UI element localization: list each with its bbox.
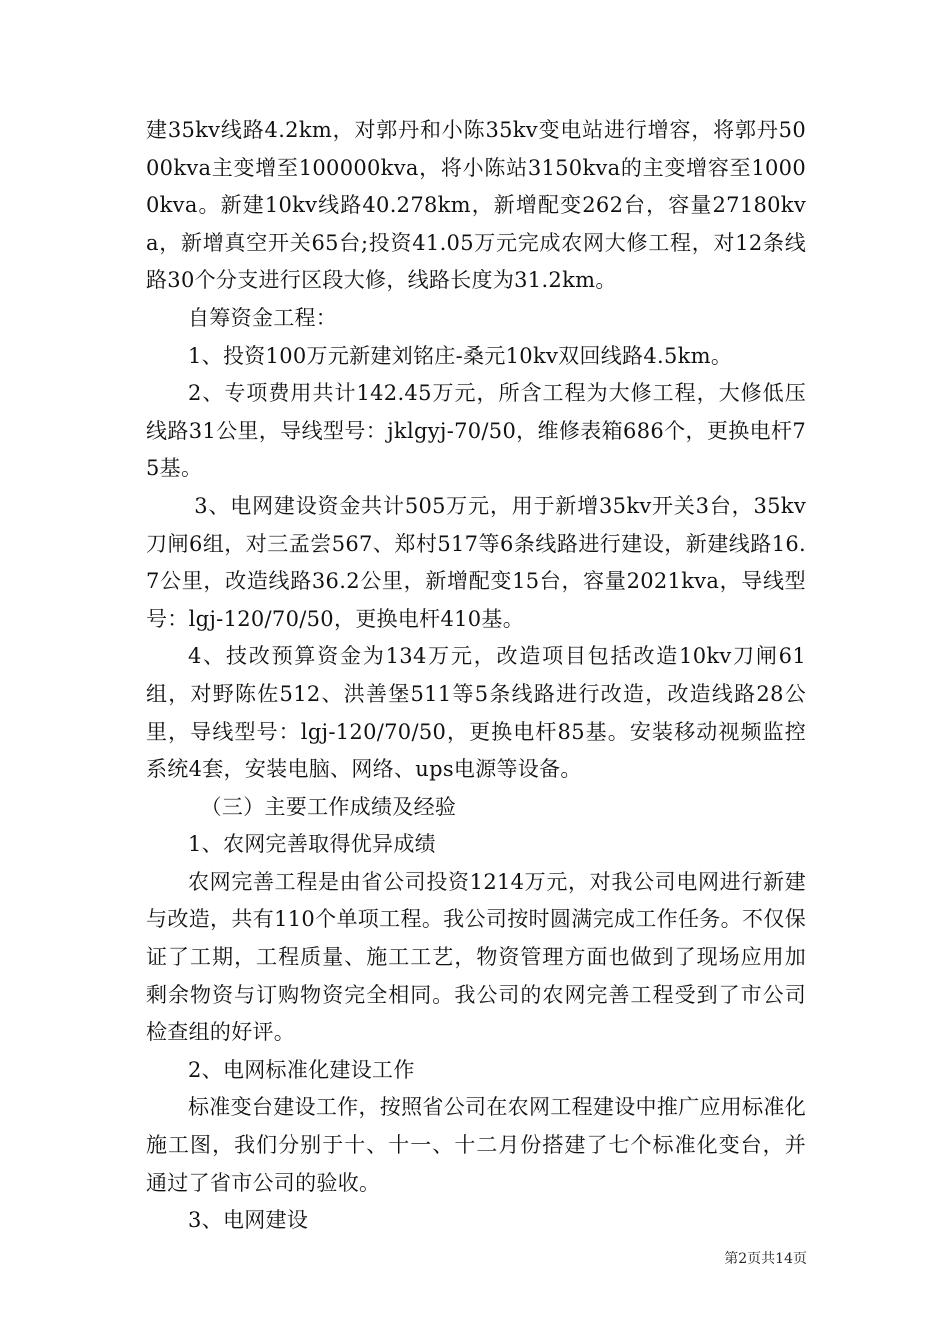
paragraph-item-4: 4、技改预算资金为134万元，改造项目包括改造10kv刀闸61组，对野陈佐512、洪善堡511等5条线路进行改造，改造线路28公里，导线型号：lgj-120/70/50，更换电杆85基。安装移动视频监控系统4套，安装电脑、网络、ups电源等设备。 [146,644,806,782]
subheading-grid-construction: 3、电网建设 [188,1208,309,1233]
paragraph-self-funded-heading: 自筹资金工程： [188,305,338,330]
paragraph-standardization: 标准变台建设工作，按照省公司在农网工程建设中推广应用标准化施工图，我们分别于十、十一、十二月份搭建了七个标准化变台，并通过了省市公司的验收。 [146,1095,806,1195]
paragraph-item-2: 2、专项费用共计142.45万元，所含工程为大修工程，大修低压线路31公里，导线型号：jklgyj-70/50，维修表箱686个，更换电杆75基。 [146,381,806,481]
paragraph-item-3: 3、电网建设资金共计505万元，用于新增35kv开关3台，35kv刀闸6组，对三孟尝567、郑村517等6条线路进行建设，新建线路16.7公里，改造线路36.2公里，新增配变15台，容量2021kva，导线型号：lgj-120/70/50，更换电杆410基。 [146,493,806,631]
section-heading-achievements: （三）主要工作成绩及经验 [200,794,457,819]
page-number-footer: 第2页共14页 [724,1251,807,1267]
paragraph-item-1: 1、投资100万元新建刘铭庄-桑元10kv双回线路4.5km。 [188,343,733,368]
subheading-rural-grid: 1、农网完善取得优异成绩 [188,832,436,857]
paragraph-rural-grid: 农网完善工程是由省公司投资1214万元，对我公司电网进行新建与改造，共有110个单项工程。我公司按时圆满完成工作任务。不仅保证了工期，工程质量、施工工艺，物资管理方面也做到了现场应用加剩余物资与订购物资完全相同。我公司的农网完善工程受到了市公司检查组的好评。 [146,869,806,1045]
document-body [146,112,806,1240]
subheading-standardization: 2、电网标准化建设工作 [188,1057,415,1082]
paragraph-project-continuation: 建35kv线路4.2km，对郭丹和小陈35kv变电站进行增容，将郭丹5000kva主变增至100000kva，将小陈站3150kva的主变增容至10000kva。新建10kv线路40.278km，新增配变262台，容量27180kva，新增真空开关65台;投资41.05万元完成农网大修工程，对12条线路30个分支进行区段大修，线路长度为31.2km。 [146,118,806,293]
